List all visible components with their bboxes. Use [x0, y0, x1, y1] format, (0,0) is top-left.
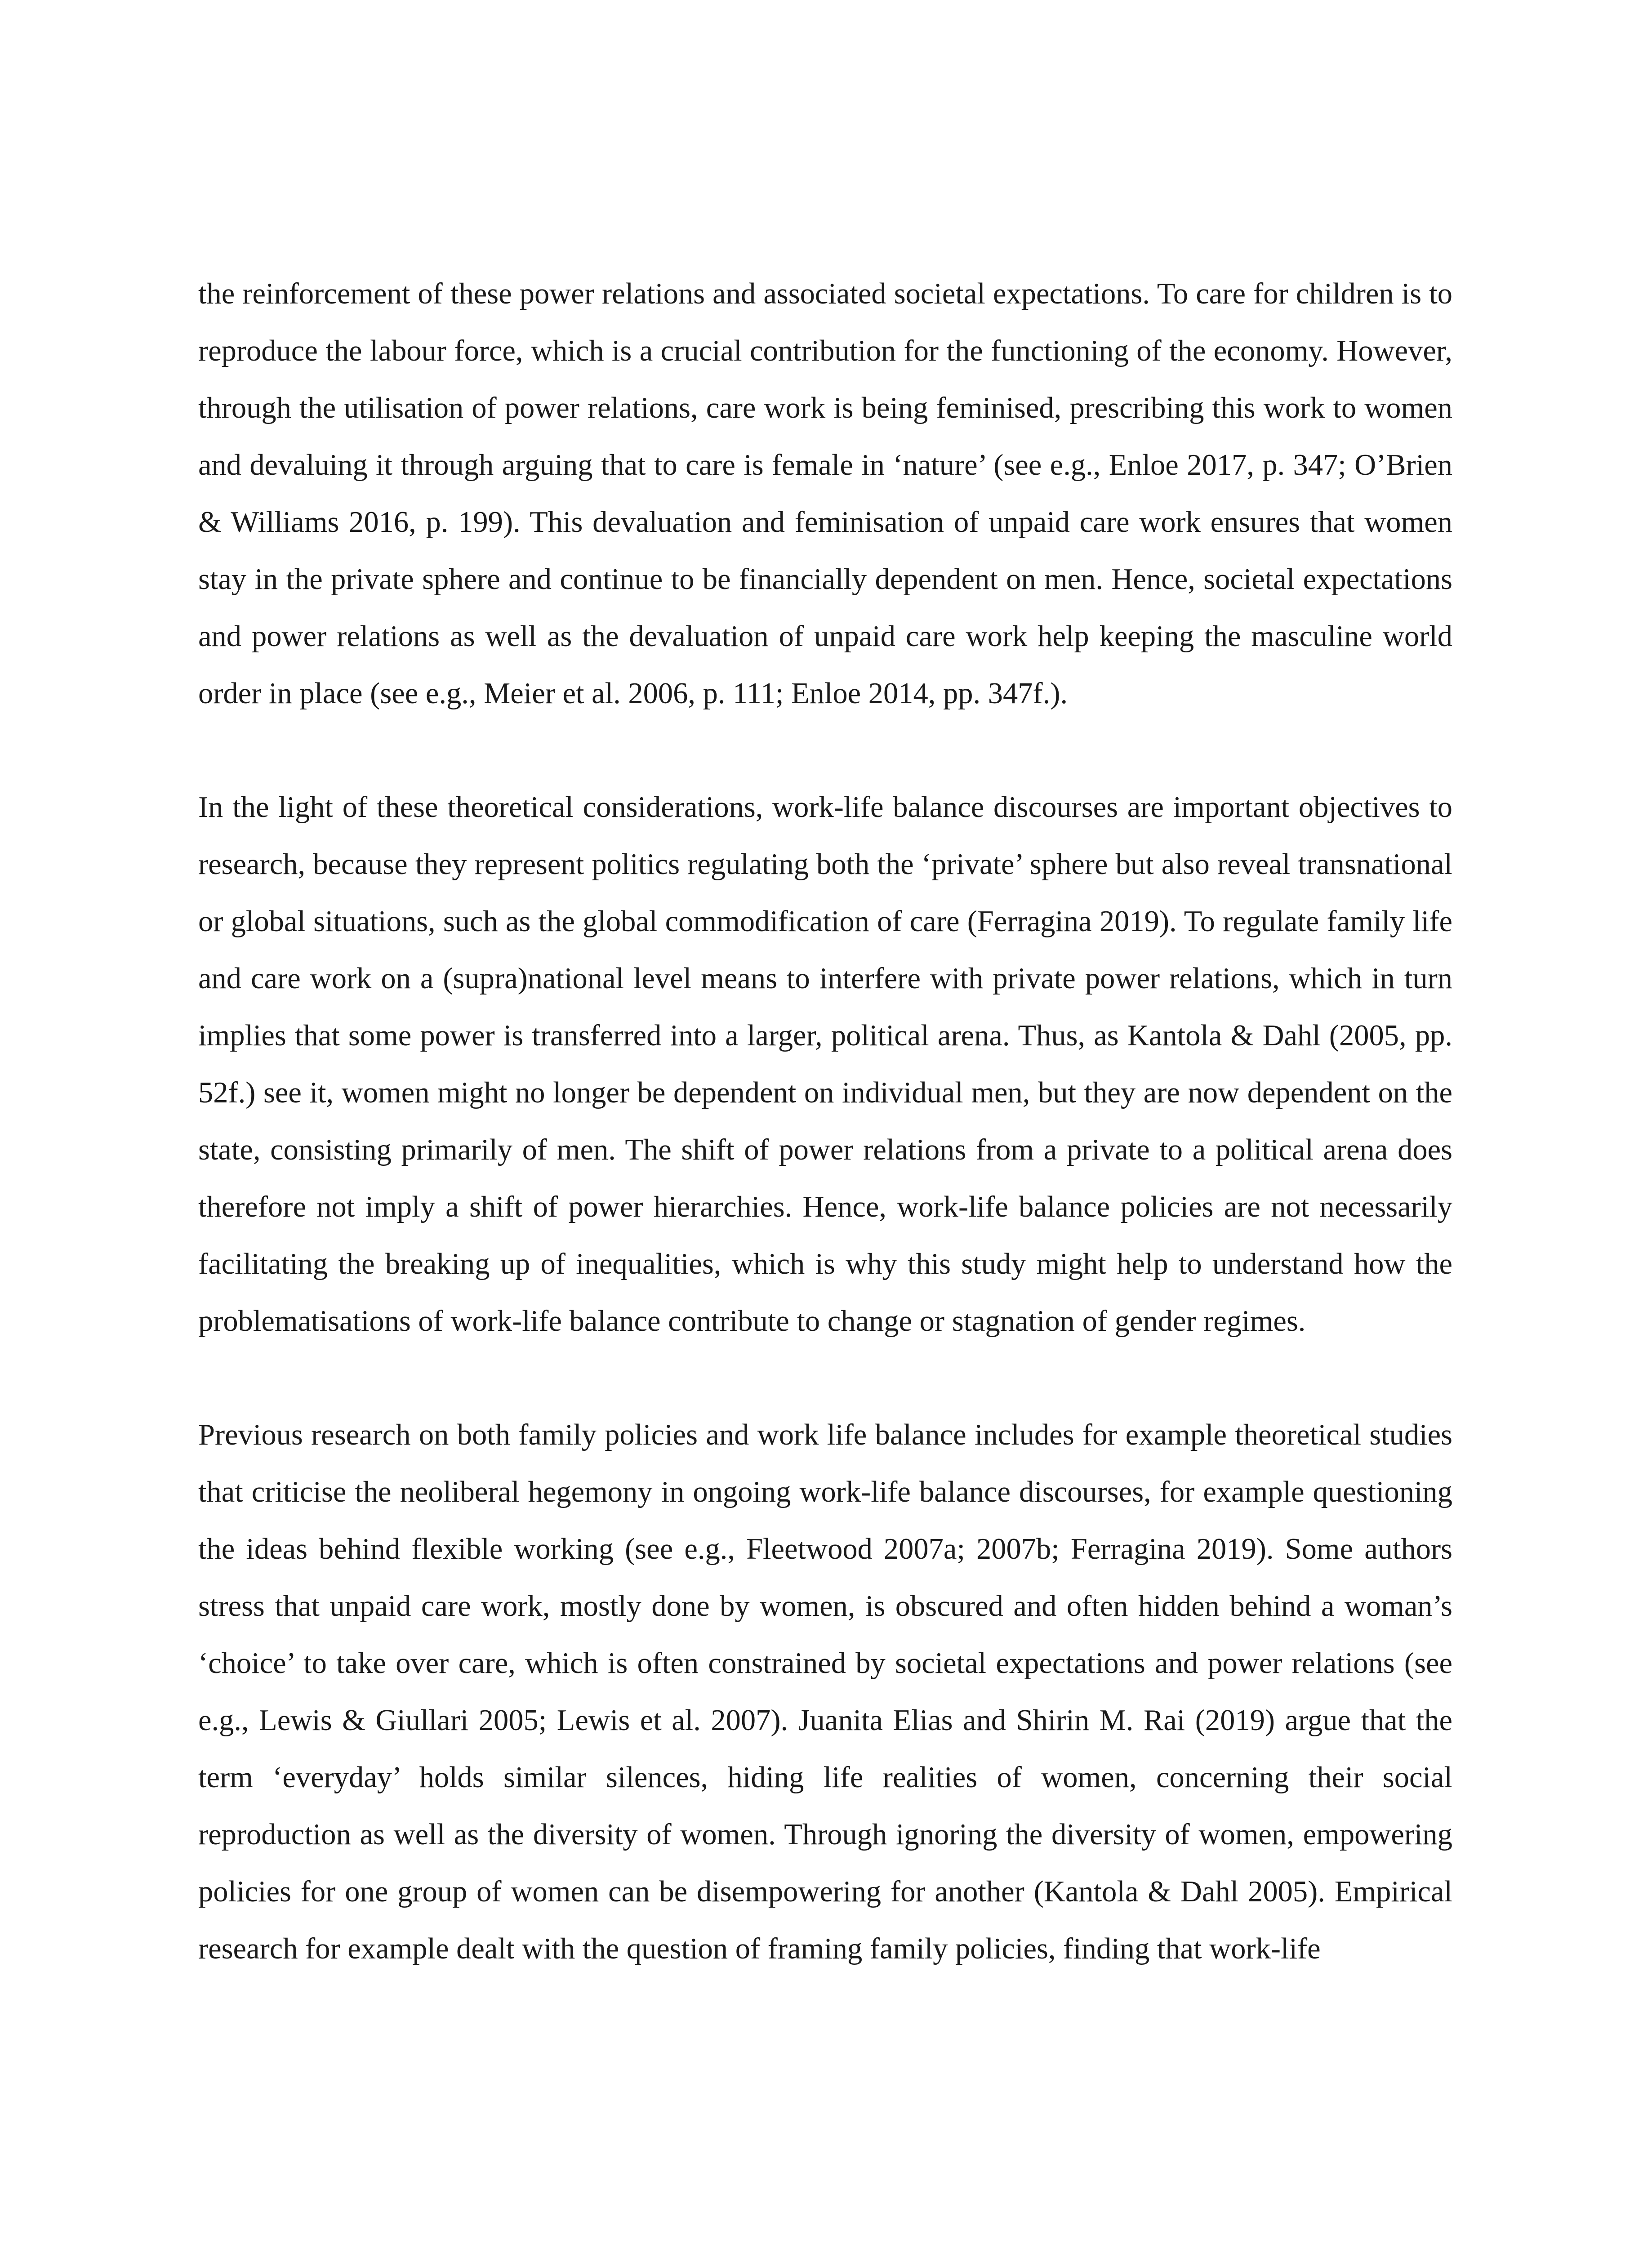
paragraph-3: Previous research on both family policies and work life balance includes for example theoretical studies that criticise the neoliberal hegemony in ongoing work-life balance discourses, for example questioning the ideas behind flexible working (see e.g., Fleetwood 2007a; 2007b; Ferragina 2019). Some authors stress that unpaid care work, mostly done by women, is obscured and often hidden behind a woman’s ‘choice’ to take over care, which is often constrained by societal expectations and power relations (see e.g., Lewis & Giullari 2005; Lewis et al. 2007). Juanita Elias and Shirin M. Rai (2019) argue that the term ‘everyday’ holds similar silences, hiding life realities of women, concerning their social reproduction as well as the diversity of women. Through ignoring the diversity of women, empowering policies for one group of women can be disempowering for another (Kantola & Dahl 2005). Empirical research for example dealt with the question of framing family policies, finding that work-life: [198, 1418, 1452, 1965]
paragraph-2: In the light of these theoretical considerations, work-life balance discourses are important objectives to research, because they represent politics regulating both the ‘private’ sphere but also reveal transnational or global situations, such as the global commodification of care (Ferragina 2019). To regulate family life and care work on a (supra)national level means to interfere with private power relations, which in turn implies that some power is transferred into a larger, political arena. Thus, as Kantola & Dahl (2005, pp. 52f.) see it, women might no longer be dependent on individual men, but they are now dependent on the state, consisting primarily of men. The shift of power relations from a private to a political arena does therefore not imply a shift of power hierarchies. Hence, work-life balance policies are not necessarily facilitating the breaking up of inequalities, which is why this study might help to understand how the problematisations of work-life balance contribute to change or stagnation of gender regimes.: [198, 791, 1452, 1338]
body-text: [198, 265, 1452, 2034]
paragraph-1: the reinforcement of these power relations and associated societal expectations. To care for children is to reproduce the labour force, which is a crucial contribution for the functioning of the economy. However, through the utilisation of power relations, care work is being feminised, prescribing this work to women and devaluing it through arguing that to care is female in ‘nature’ (see e.g., Enloe 2017, p. 347; O’Brien & Williams 2016, p. 199). This devaluation and feminisation of unpaid care work ensures that women stay in the private sphere and continue to be financially dependent on men. Hence, societal expectations and power relations as well as the devaluation of unpaid care work help keeping the masculine world order in place (see e.g., Meier et al. 2006, p. 111; Enloe 2014, pp. 347f.).: [198, 277, 1452, 710]
